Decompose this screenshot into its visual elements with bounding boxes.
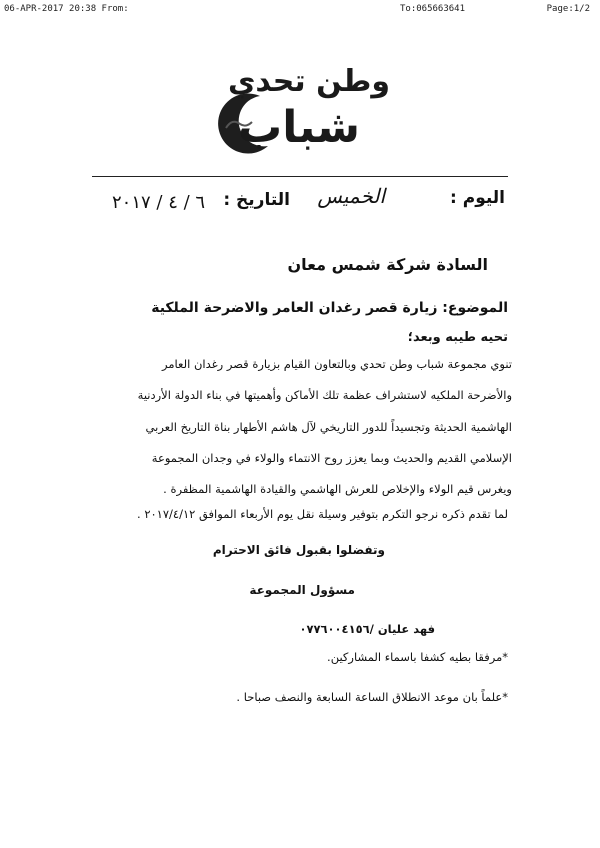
- organization-logo: [190, 60, 390, 160]
- subject-line: الموضوع: زيارة قصر رغدان العامر والاضرحة الملكية: [151, 300, 508, 316]
- header-divider: [92, 176, 508, 177]
- signature-name-phone: فهد عليان /٠٧٧٦٠٠٤١٥٦: [299, 622, 435, 636]
- recipient-line: السادة شركة شمس معان: [287, 255, 488, 274]
- body-line: والأضرحة الملكيه لاستشراف عظمة تلك الأماكن وأهميتها في بناء الدولة الأردنية: [137, 388, 512, 402]
- signature-title: مسؤول المجموعة: [249, 583, 355, 597]
- fax-header-timestamp: 06-APR-2017 20:38 From:: [4, 4, 129, 14]
- body-line: لما تقدم ذكره نرجو التكرم بتوفير وسيلة نقل يوم الأربعاء الموافق ٢٠١٧/٤/١٢ .: [137, 507, 508, 521]
- fax-header-page-number: Page:1/2: [546, 4, 590, 14]
- day-label: اليوم :: [450, 188, 505, 208]
- logo-text-top: وطن تحدي: [227, 64, 390, 99]
- body-line: الإسلامي القديم والحديث وبما يعزز روح الانتماء والولاء في وجدان المجموعة: [151, 451, 512, 465]
- departure-time-note: *علماً بان موعد الانطلاق الساعة السابعة والنصف صباحا .: [236, 690, 508, 704]
- closing-line: وتفضلوا بقبول فائق الاحترام: [212, 543, 385, 557]
- greeting-line: تحيه طيبه وبعد؛: [407, 330, 508, 345]
- logo-text-bottom: شباب: [238, 102, 360, 153]
- fax-header-recipient-number: To:065663641: [400, 4, 466, 14]
- date-value: ٦ / ٤ / ٢٠١٧: [112, 192, 206, 213]
- body-line: ويغرس قيم الولاء والإخلاص للعرش الهاشمي والقيادة الهاشمية المظفرة .: [163, 482, 512, 496]
- attachment-note: *مرفقا بطيه كشفا باسماء المشاركين.: [327, 650, 508, 664]
- day-value: الخميس: [317, 184, 385, 208]
- body-line: تنوي مجموعة شباب وطن تحدي وبالتعاون القيام بزيارة قصر رغدان العامر: [162, 357, 512, 371]
- body-line: الهاشمية الحديثة وتجسيداً للدور التاريخي لآل هاشم الأطهار بناة التاريخ العربي: [145, 420, 512, 434]
- date-label: التاريخ :: [223, 190, 290, 210]
